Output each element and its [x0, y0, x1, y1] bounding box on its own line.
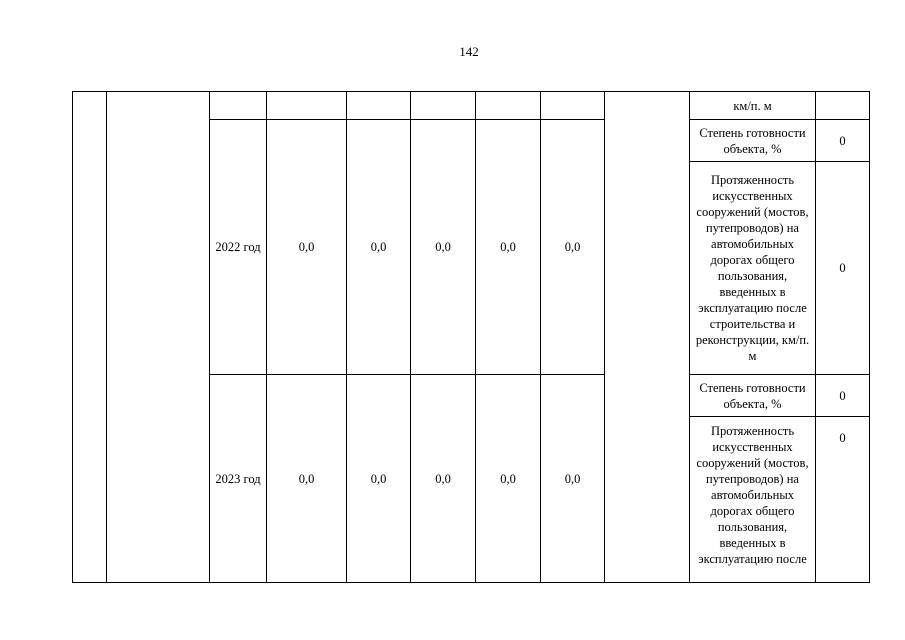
- indicator-value-cell: 0: [816, 418, 870, 458]
- indicator-value-cell: 0: [816, 162, 870, 375]
- value-cell: 0,0: [347, 120, 411, 375]
- indicator-value-cell: [816, 92, 870, 120]
- value-cell: 0,0: [347, 375, 411, 583]
- value-cell: 0,0: [541, 120, 605, 375]
- indicator-value-cell: 0: [816, 375, 870, 417]
- indicator-name-cell: км/п. м: [690, 92, 816, 120]
- indicator-name-cell: Степень готовности объекта, %: [690, 375, 816, 417]
- value-cell: 0,0: [411, 375, 476, 583]
- executor-cell: [605, 92, 690, 583]
- indicator-name-cell: Степень готовности объекта, %: [690, 120, 816, 162]
- value-cell: [347, 92, 411, 120]
- event-name-cell: [107, 92, 210, 583]
- value-cell: 0,0: [541, 375, 605, 583]
- year-cell: [210, 92, 267, 120]
- table-row-top: [73, 92, 870, 120]
- year-cell: 2023 год: [210, 375, 267, 583]
- page-number: 142: [459, 44, 479, 59]
- value-cell: 0,0: [267, 375, 347, 583]
- value-cell: 0,0: [411, 120, 476, 375]
- value-cell: 0,0: [476, 120, 541, 375]
- value-cell: 0,0: [476, 375, 541, 583]
- value-cell: 0,0: [267, 120, 347, 375]
- indicator-name-cell: Протяженность искусственных сооружений (мостов, путепроводов) на автомобильных дорогах общего пользования, введенных в эксплуатацию после строительства и реконструкции, км/п. м: [690, 162, 816, 375]
- value-cell: [541, 92, 605, 120]
- indicator-name-cell: Протяженность искусственных сооружений (мостов, путепроводов) на автомобильных дорогах общего пользования, введенных в эксплуатацию после: [690, 417, 816, 583]
- value-cell: [476, 92, 541, 120]
- value-cell: [411, 92, 476, 120]
- number-cell: [73, 92, 107, 583]
- indicator-value-filler-bottom: [816, 458, 870, 583]
- program-table: [72, 91, 870, 583]
- year-cell: 2022 год: [210, 120, 267, 375]
- indicator-value-cell: 0: [816, 120, 870, 162]
- value-cell: [267, 92, 347, 120]
